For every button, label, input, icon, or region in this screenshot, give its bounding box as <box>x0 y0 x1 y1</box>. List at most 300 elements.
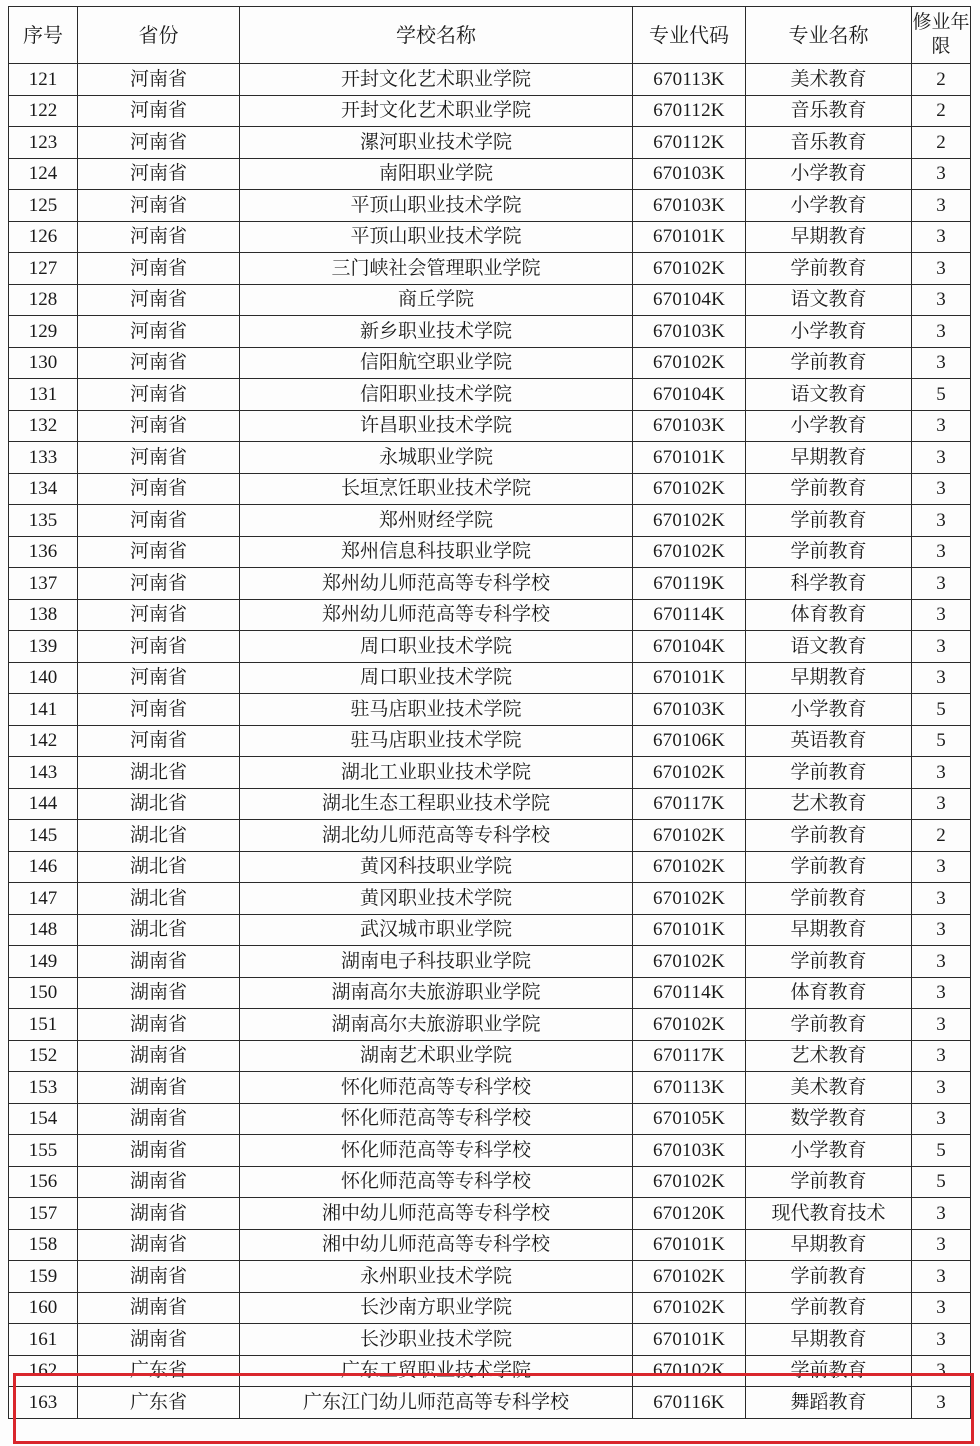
cell-code: 670114K <box>633 599 746 631</box>
cell-years: 3 <box>912 1072 971 1104</box>
cell-no: 161 <box>9 1324 78 1356</box>
cell-code: 670113K <box>633 64 746 96</box>
cell-no: 123 <box>9 127 78 159</box>
cell-school: 湖南高尔夫旅游职业学院 <box>240 977 633 1009</box>
cell-code: 670102K <box>633 1166 746 1198</box>
cell-code: 670103K <box>633 190 746 222</box>
cell-years: 3 <box>912 757 971 789</box>
cell-years: 3 <box>912 788 971 820</box>
cell-province: 湖南省 <box>78 1324 240 1356</box>
cell-school: 永州职业技术学院 <box>240 1261 633 1293</box>
cell-no: 142 <box>9 725 78 757</box>
cell-major: 现代教育技术 <box>746 1198 912 1230</box>
cell-major: 学前教育 <box>746 883 912 915</box>
cell-no: 143 <box>9 757 78 789</box>
table-row <box>9 568 971 600</box>
table-row <box>9 725 971 757</box>
table-row <box>9 442 971 474</box>
cell-major: 数学教育 <box>746 1103 912 1135</box>
cell-major: 学前教育 <box>746 1009 912 1041</box>
cell-school: 长垣烹饪职业技术学院 <box>240 473 633 505</box>
cell-province: 河南省 <box>78 347 240 379</box>
cell-code: 670102K <box>633 347 746 379</box>
cell-province: 河南省 <box>78 505 240 537</box>
table-row <box>9 946 971 978</box>
cell-province: 河南省 <box>78 662 240 694</box>
table-row <box>9 1324 971 1356</box>
cell-no: 130 <box>9 347 78 379</box>
cell-province: 广东省 <box>78 1355 240 1387</box>
cell-major: 语文教育 <box>746 284 912 316</box>
cell-no: 160 <box>9 1292 78 1324</box>
table-row <box>9 662 971 694</box>
cell-no: 149 <box>9 946 78 978</box>
cell-major: 艺术教育 <box>746 1040 912 1072</box>
cell-school: 南阳职业学院 <box>240 158 633 190</box>
cell-code: 670103K <box>633 1135 746 1167</box>
cell-province: 广东省 <box>78 1387 240 1419</box>
cell-school: 广东江门幼儿师范高等专科学校 <box>240 1387 633 1419</box>
cell-code: 670102K <box>633 536 746 568</box>
cell-province: 湖北省 <box>78 914 240 946</box>
cell-province: 湖南省 <box>78 1292 240 1324</box>
cell-major: 语文教育 <box>746 379 912 411</box>
cell-school: 平顶山职业技术学院 <box>240 221 633 253</box>
cell-major: 科学教育 <box>746 568 912 600</box>
cell-code: 670101K <box>633 1229 746 1261</box>
cell-years: 3 <box>912 977 971 1009</box>
cell-major: 学前教育 <box>746 1261 912 1293</box>
cell-no: 147 <box>9 883 78 915</box>
cell-years: 3 <box>912 599 971 631</box>
table-row <box>9 1040 971 1072</box>
cell-code: 670102K <box>633 505 746 537</box>
cell-years: 3 <box>912 1261 971 1293</box>
table-row <box>9 820 971 852</box>
cell-years: 3 <box>912 1040 971 1072</box>
cell-no: 125 <box>9 190 78 222</box>
table-row <box>9 1198 971 1230</box>
header-years: 修业年限 <box>912 7 971 64</box>
cell-years: 3 <box>912 662 971 694</box>
cell-school: 郑州幼儿师范高等专科学校 <box>240 568 633 600</box>
table-row <box>9 284 971 316</box>
cell-no: 129 <box>9 316 78 348</box>
cell-years: 3 <box>912 221 971 253</box>
cell-code: 670103K <box>633 410 746 442</box>
table-body <box>9 64 971 1419</box>
cell-major: 学前教育 <box>746 1355 912 1387</box>
cell-major: 小学教育 <box>746 1135 912 1167</box>
cell-province: 河南省 <box>78 536 240 568</box>
cell-major: 小学教育 <box>746 316 912 348</box>
cell-years: 3 <box>912 473 971 505</box>
cell-years: 2 <box>912 127 971 159</box>
cell-no: 135 <box>9 505 78 537</box>
cell-code: 670101K <box>633 221 746 253</box>
cell-province: 河南省 <box>78 631 240 663</box>
cell-years: 3 <box>912 1229 971 1261</box>
cell-school: 新乡职业技术学院 <box>240 316 633 348</box>
cell-no: 157 <box>9 1198 78 1230</box>
cell-no: 151 <box>9 1009 78 1041</box>
cell-school: 广东工贸职业技术学院 <box>240 1355 633 1387</box>
table-row <box>9 1135 971 1167</box>
cell-code: 670102K <box>633 1009 746 1041</box>
cell-no: 152 <box>9 1040 78 1072</box>
table-row <box>9 1009 971 1041</box>
header-no: 序号 <box>9 7 78 64</box>
table-row <box>9 190 971 222</box>
table-row <box>9 599 971 631</box>
cell-code: 670114K <box>633 977 746 1009</box>
cell-years: 3 <box>912 1355 971 1387</box>
table-row <box>9 64 971 96</box>
cell-major: 早期教育 <box>746 442 912 474</box>
cell-years: 2 <box>912 820 971 852</box>
cell-years: 3 <box>912 631 971 663</box>
cell-code: 670102K <box>633 820 746 852</box>
cell-school: 黄冈职业技术学院 <box>240 883 633 915</box>
cell-years: 3 <box>912 284 971 316</box>
cell-no: 134 <box>9 473 78 505</box>
cell-code: 670105K <box>633 1103 746 1135</box>
header-code: 专业代码 <box>633 7 746 64</box>
cell-no: 138 <box>9 599 78 631</box>
cell-years: 3 <box>912 347 971 379</box>
cell-years: 5 <box>912 725 971 757</box>
cell-years: 3 <box>912 1198 971 1230</box>
cell-major: 早期教育 <box>746 221 912 253</box>
cell-major: 小学教育 <box>746 158 912 190</box>
table-header-row <box>9 7 971 64</box>
cell-years: 3 <box>912 505 971 537</box>
cell-province: 河南省 <box>78 694 240 726</box>
cell-province: 湖南省 <box>78 977 240 1009</box>
cell-major: 学前教育 <box>746 1292 912 1324</box>
cell-major: 学前教育 <box>746 473 912 505</box>
cell-code: 670112K <box>633 95 746 127</box>
cell-years: 3 <box>912 158 971 190</box>
table-row <box>9 788 971 820</box>
cell-province: 湖北省 <box>78 788 240 820</box>
cell-school: 周口职业技术学院 <box>240 631 633 663</box>
cell-school: 郑州幼儿师范高等专科学校 <box>240 599 633 631</box>
cell-school: 湖南电子科技职业学院 <box>240 946 633 978</box>
cell-years: 3 <box>912 1103 971 1135</box>
cell-major: 学前教育 <box>746 536 912 568</box>
cell-major: 学前教育 <box>746 253 912 285</box>
cell-school: 黄冈科技职业学院 <box>240 851 633 883</box>
cell-no: 127 <box>9 253 78 285</box>
cell-school: 商丘学院 <box>240 284 633 316</box>
cell-code: 670103K <box>633 316 746 348</box>
cell-school: 信阳航空职业学院 <box>240 347 633 379</box>
cell-school: 怀化师范高等专科学校 <box>240 1166 633 1198</box>
cell-no: 126 <box>9 221 78 253</box>
cell-major: 体育教育 <box>746 977 912 1009</box>
cell-years: 5 <box>912 379 971 411</box>
table-row <box>9 221 971 253</box>
cell-no: 144 <box>9 788 78 820</box>
cell-code: 670103K <box>633 694 746 726</box>
cell-province: 湖南省 <box>78 946 240 978</box>
cell-no: 122 <box>9 95 78 127</box>
cell-code: 670102K <box>633 883 746 915</box>
cell-no: 136 <box>9 536 78 568</box>
table-row <box>9 851 971 883</box>
table-row <box>9 1261 971 1293</box>
cell-no: 139 <box>9 631 78 663</box>
cell-school: 驻马店职业技术学院 <box>240 694 633 726</box>
cell-school: 怀化师范高等专科学校 <box>240 1103 633 1135</box>
table-row <box>9 694 971 726</box>
cell-school: 周口职业技术学院 <box>240 662 633 694</box>
cell-province: 河南省 <box>78 127 240 159</box>
table-row <box>9 473 971 505</box>
cell-major: 早期教育 <box>746 662 912 694</box>
cell-no: 154 <box>9 1103 78 1135</box>
cell-years: 3 <box>912 946 971 978</box>
cell-school: 湖北幼儿师范高等专科学校 <box>240 820 633 852</box>
cell-major: 学前教育 <box>746 1166 912 1198</box>
cell-province: 湖南省 <box>78 1229 240 1261</box>
cell-province: 河南省 <box>78 473 240 505</box>
cell-school: 郑州财经学院 <box>240 505 633 537</box>
header-school: 学校名称 <box>240 7 633 64</box>
cell-major: 学前教育 <box>746 851 912 883</box>
cell-province: 湖南省 <box>78 1009 240 1041</box>
cell-province: 河南省 <box>78 568 240 600</box>
cell-school: 怀化师范高等专科学校 <box>240 1072 633 1104</box>
cell-province: 河南省 <box>78 599 240 631</box>
header-province: 省份 <box>78 7 240 64</box>
cell-code: 670102K <box>633 757 746 789</box>
cell-school: 怀化师范高等专科学校 <box>240 1135 633 1167</box>
table-row <box>9 379 971 411</box>
cell-years: 3 <box>912 914 971 946</box>
cell-province: 河南省 <box>78 442 240 474</box>
cell-no: 137 <box>9 568 78 600</box>
cell-major: 小学教育 <box>746 190 912 222</box>
table-row <box>9 127 971 159</box>
cell-school: 湘中幼儿师范高等专科学校 <box>240 1198 633 1230</box>
table-row <box>9 914 971 946</box>
cell-code: 670106K <box>633 725 746 757</box>
cell-years: 2 <box>912 95 971 127</box>
cell-code: 670116K <box>633 1387 746 1419</box>
cell-code: 670112K <box>633 127 746 159</box>
cell-province: 河南省 <box>78 64 240 96</box>
cell-school: 湖北生态工程职业技术学院 <box>240 788 633 820</box>
cell-school: 信阳职业技术学院 <box>240 379 633 411</box>
cell-province: 河南省 <box>78 221 240 253</box>
header-major: 专业名称 <box>746 7 912 64</box>
cell-major: 音乐教育 <box>746 95 912 127</box>
cell-years: 3 <box>912 536 971 568</box>
cell-code: 670103K <box>633 158 746 190</box>
cell-code: 670102K <box>633 1292 746 1324</box>
cell-code: 670117K <box>633 1040 746 1072</box>
cell-code: 670101K <box>633 914 746 946</box>
cell-code: 670102K <box>633 1261 746 1293</box>
cell-school: 开封文化艺术职业学院 <box>240 64 633 96</box>
cell-major: 音乐教育 <box>746 127 912 159</box>
cell-major: 小学教育 <box>746 694 912 726</box>
table-row <box>9 505 971 537</box>
cell-province: 湖南省 <box>78 1103 240 1135</box>
table-row <box>9 1103 971 1135</box>
cell-school: 武汉城市职业学院 <box>240 914 633 946</box>
cell-code: 670101K <box>633 1324 746 1356</box>
cell-province: 湖南省 <box>78 1072 240 1104</box>
table-row <box>9 347 971 379</box>
cell-province: 湖南省 <box>78 1198 240 1230</box>
cell-no: 150 <box>9 977 78 1009</box>
table-row <box>9 757 971 789</box>
cell-no: 148 <box>9 914 78 946</box>
cell-school: 湖南艺术职业学院 <box>240 1040 633 1072</box>
table-row <box>9 316 971 348</box>
cell-school: 湖北工业职业技术学院 <box>240 757 633 789</box>
cell-major: 学前教育 <box>746 820 912 852</box>
cell-years: 3 <box>912 253 971 285</box>
table-row <box>9 536 971 568</box>
cell-no: 159 <box>9 1261 78 1293</box>
cell-major: 学前教育 <box>746 347 912 379</box>
table-row <box>9 1229 971 1261</box>
cell-province: 河南省 <box>78 410 240 442</box>
cell-major: 英语教育 <box>746 725 912 757</box>
cell-no: 153 <box>9 1072 78 1104</box>
cell-code: 670101K <box>633 442 746 474</box>
cell-years: 3 <box>912 410 971 442</box>
cell-province: 湖北省 <box>78 820 240 852</box>
cell-major: 小学教育 <box>746 410 912 442</box>
table-row <box>9 158 971 190</box>
cell-years: 3 <box>912 442 971 474</box>
cell-major: 学前教育 <box>746 757 912 789</box>
cell-years: 3 <box>912 1324 971 1356</box>
cell-code: 670120K <box>633 1198 746 1230</box>
table-row <box>9 253 971 285</box>
cell-code: 670104K <box>633 631 746 663</box>
cell-major: 体育教育 <box>746 599 912 631</box>
cell-code: 670101K <box>633 662 746 694</box>
cell-school: 郑州信息科技职业学院 <box>240 536 633 568</box>
cell-school: 长沙职业技术学院 <box>240 1324 633 1356</box>
table-row <box>9 1166 971 1198</box>
cell-no: 155 <box>9 1135 78 1167</box>
cell-province: 河南省 <box>78 316 240 348</box>
cell-code: 670102K <box>633 851 746 883</box>
cell-years: 3 <box>912 316 971 348</box>
cell-years: 2 <box>912 64 971 96</box>
cell-province: 湖北省 <box>78 757 240 789</box>
cell-province: 河南省 <box>78 95 240 127</box>
cell-years: 3 <box>912 883 971 915</box>
cell-code: 670104K <box>633 379 746 411</box>
table-row <box>9 410 971 442</box>
cell-years: 3 <box>912 1387 971 1419</box>
cell-major: 早期教育 <box>746 1324 912 1356</box>
cell-major: 语文教育 <box>746 631 912 663</box>
cell-major: 学前教育 <box>746 946 912 978</box>
cell-code: 670104K <box>633 284 746 316</box>
cell-province: 河南省 <box>78 725 240 757</box>
table-row <box>9 1387 971 1419</box>
cell-school: 永城职业学院 <box>240 442 633 474</box>
table-row <box>9 631 971 663</box>
cell-no: 121 <box>9 64 78 96</box>
cell-no: 124 <box>9 158 78 190</box>
cell-no: 133 <box>9 442 78 474</box>
cell-code: 670102K <box>633 473 746 505</box>
cell-school: 平顶山职业技术学院 <box>240 190 633 222</box>
cell-province: 河南省 <box>78 379 240 411</box>
cell-no: 141 <box>9 694 78 726</box>
cell-code: 670119K <box>633 568 746 600</box>
cell-years: 3 <box>912 1292 971 1324</box>
cell-years: 3 <box>912 1009 971 1041</box>
cell-years: 3 <box>912 568 971 600</box>
cell-school: 湖南高尔夫旅游职业学院 <box>240 1009 633 1041</box>
cell-province: 河南省 <box>78 158 240 190</box>
cell-no: 146 <box>9 851 78 883</box>
cell-school: 长沙南方职业学院 <box>240 1292 633 1324</box>
cell-province: 湖南省 <box>78 1040 240 1072</box>
cell-school: 三门峡社会管理职业学院 <box>240 253 633 285</box>
cell-major: 早期教育 <box>746 914 912 946</box>
cell-province: 河南省 <box>78 190 240 222</box>
cell-years: 5 <box>912 1166 971 1198</box>
cell-no: 163 <box>9 1387 78 1419</box>
cell-years: 5 <box>912 1135 971 1167</box>
cell-code: 670102K <box>633 1355 746 1387</box>
cell-no: 156 <box>9 1166 78 1198</box>
cell-province: 湖北省 <box>78 883 240 915</box>
cell-province: 湖南省 <box>78 1261 240 1293</box>
school-major-table <box>8 6 971 1419</box>
table-row <box>9 1292 971 1324</box>
cell-code: 670102K <box>633 946 746 978</box>
table-row <box>9 977 971 1009</box>
cell-province: 河南省 <box>78 253 240 285</box>
cell-code: 670113K <box>633 1072 746 1104</box>
cell-years: 3 <box>912 190 971 222</box>
cell-major: 美术教育 <box>746 64 912 96</box>
cell-major: 早期教育 <box>746 1229 912 1261</box>
cell-province: 湖北省 <box>78 851 240 883</box>
table-row <box>9 1355 971 1387</box>
table-row <box>9 883 971 915</box>
cell-no: 131 <box>9 379 78 411</box>
cell-no: 128 <box>9 284 78 316</box>
cell-no: 162 <box>9 1355 78 1387</box>
cell-school: 许昌职业技术学院 <box>240 410 633 442</box>
cell-code: 670102K <box>633 253 746 285</box>
cell-code: 670117K <box>633 788 746 820</box>
cell-major: 艺术教育 <box>746 788 912 820</box>
cell-no: 132 <box>9 410 78 442</box>
cell-school: 开封文化艺术职业学院 <box>240 95 633 127</box>
cell-no: 145 <box>9 820 78 852</box>
cell-province: 湖南省 <box>78 1166 240 1198</box>
cell-school: 驻马店职业技术学院 <box>240 725 633 757</box>
cell-years: 5 <box>912 694 971 726</box>
cell-province: 河南省 <box>78 284 240 316</box>
cell-no: 158 <box>9 1229 78 1261</box>
